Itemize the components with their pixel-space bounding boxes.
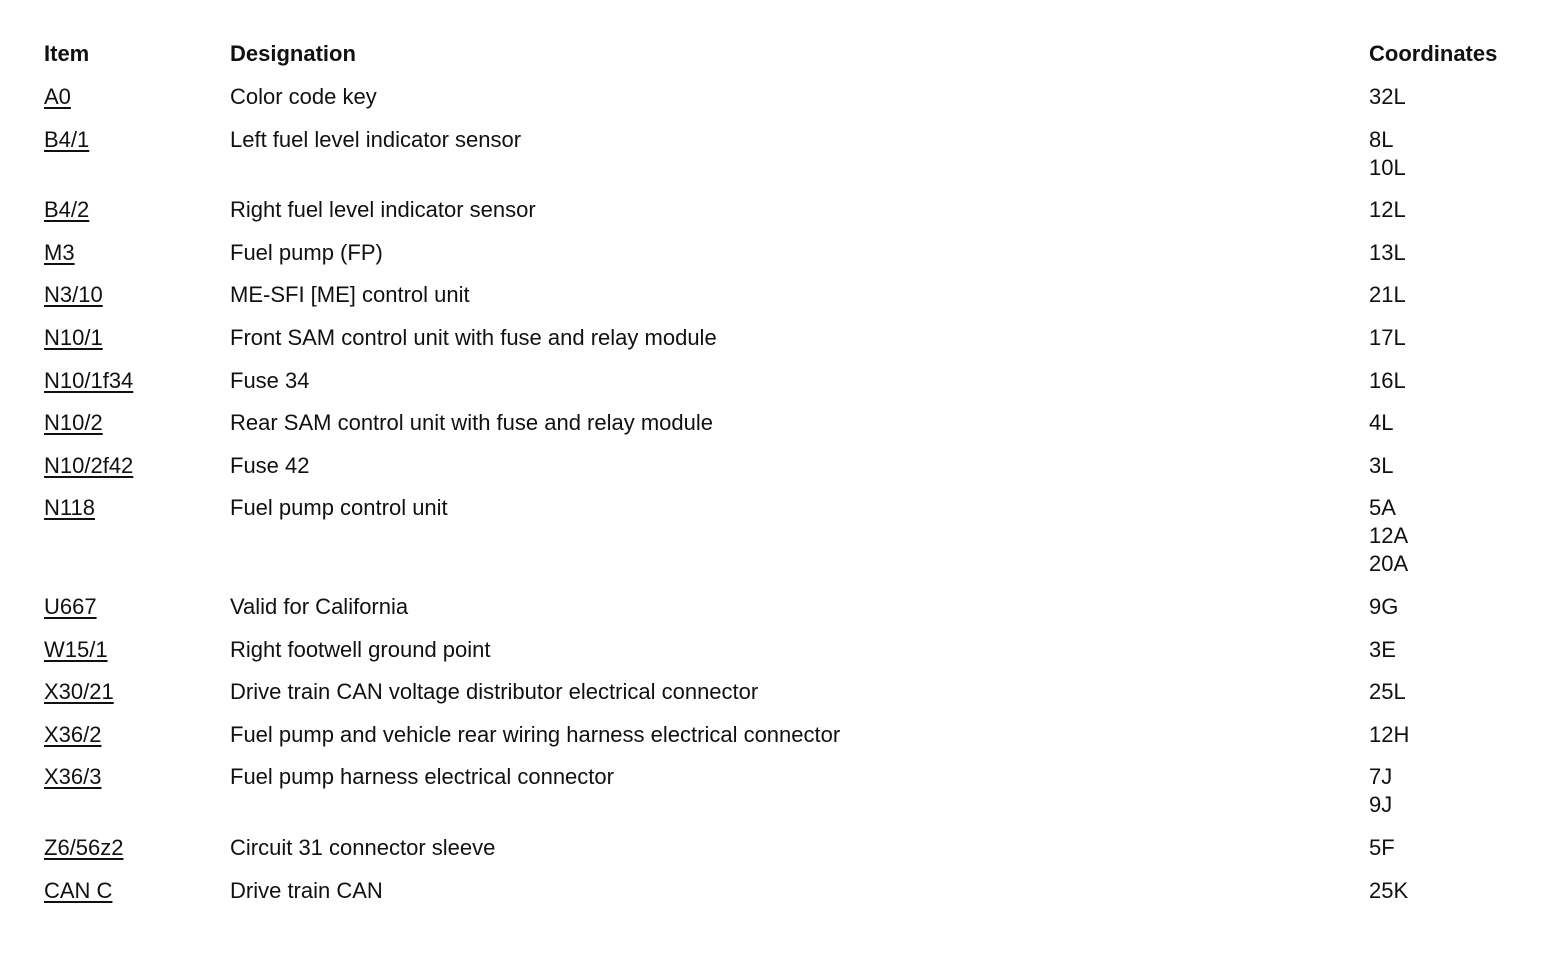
table-row (44, 83, 1544, 126)
coordinate-value: 25K (1369, 877, 1409, 903)
header-item: Item (44, 41, 90, 66)
coordinate-value: 3E (1369, 636, 1396, 662)
coordinates-cell (1369, 494, 1544, 578)
designation-cell: Left fuel level indicator sensor (230, 126, 522, 152)
designation-cell: Drive train CAN voltage distributor electrical connector (230, 679, 759, 705)
coordinates-cell (1369, 877, 1544, 905)
designation-cell: Fuel pump and vehicle rear wiring harness electrical connector (230, 721, 841, 747)
table-row (44, 834, 1544, 877)
table-body (44, 83, 1544, 919)
table-row (44, 877, 1544, 920)
coordinates-cell (1369, 409, 1544, 437)
item-cell (44, 452, 230, 480)
coordinates-cell (1369, 324, 1544, 352)
item-cell (44, 83, 230, 111)
coordinates-cell (1369, 834, 1544, 862)
designation-cell: Color code key (230, 84, 377, 109)
item-cell (44, 877, 230, 905)
component-legend-table (44, 40, 1544, 919)
table-header (44, 40, 1544, 83)
item-cell (44, 593, 230, 621)
coordinates-cell (1369, 593, 1544, 621)
item-link[interactable]: N10/2 (44, 410, 103, 436)
item-cell (44, 239, 230, 267)
item-link[interactable]: B4/2 (44, 197, 90, 223)
item-cell (44, 409, 230, 437)
designation-cell: Rear SAM control unit with fuse and relay module (230, 410, 714, 436)
coordinates-cell (1369, 636, 1544, 664)
designation-cell: Fuse 34 (230, 367, 310, 393)
coordinate-value: 9G (1369, 593, 1399, 619)
coordinate-value: 13L (1369, 239, 1406, 265)
coordinate-value: 8L (1369, 126, 1394, 152)
designation-cell: Fuel pump (FP) (230, 239, 383, 265)
coordinate-value: 20A (1369, 551, 1409, 577)
coordinates-cell (1369, 721, 1544, 749)
designation-cell: ME-SFI [ME] control unit (230, 282, 470, 308)
table-row (44, 196, 1544, 239)
item-link[interactable]: N118 (44, 495, 95, 521)
coordinates-cell (1369, 281, 1544, 309)
coordinate-value: 12L (1369, 197, 1406, 223)
coordinates-cell (1369, 126, 1544, 182)
table-row (44, 593, 1544, 636)
item-link[interactable]: M3 (44, 239, 75, 265)
coordinate-value: 17L (1369, 324, 1406, 350)
header-coordinates: Coordinates (1369, 41, 1498, 66)
item-cell (44, 324, 230, 352)
coordinate-value: 5F (1369, 834, 1395, 860)
coordinate-value: 32L (1369, 84, 1406, 109)
coordinates-cell (1369, 239, 1544, 267)
coordinate-value: 7J (1369, 764, 1393, 790)
item-cell (44, 636, 230, 664)
table-row (44, 636, 1544, 679)
designation-cell: Drive train CAN (230, 877, 383, 903)
item-cell (44, 678, 230, 706)
coordinates-cell (1369, 367, 1544, 395)
item-cell (44, 494, 230, 522)
header-designation: Designation (230, 41, 356, 66)
table-row (44, 324, 1544, 367)
item-cell (44, 281, 230, 309)
item-link[interactable]: W15/1 (44, 636, 108, 662)
item-cell (44, 126, 230, 154)
designation-cell: Fuel pump control unit (230, 495, 448, 521)
coordinate-value: 9J (1369, 792, 1393, 818)
coordinates-cell (1369, 678, 1544, 706)
coordinate-value: 12A (1369, 523, 1409, 549)
table-row (44, 678, 1544, 721)
coordinate-value: 4L (1369, 410, 1394, 436)
table-row (44, 281, 1544, 324)
designation-cell: Fuel pump harness electrical connector (230, 764, 614, 790)
table-row (44, 409, 1544, 452)
item-link[interactable]: N10/2f42 (44, 452, 134, 478)
table-row (44, 126, 1544, 197)
item-link[interactable]: U667 (44, 593, 97, 619)
table-row (44, 452, 1544, 495)
table-row (44, 239, 1544, 282)
item-link[interactable]: CAN C (44, 877, 113, 903)
item-cell (44, 196, 230, 224)
coordinate-value: 5A (1369, 495, 1396, 521)
coordinate-value: 3L (1369, 452, 1394, 478)
coordinate-value: 10L (1369, 154, 1406, 180)
item-cell (44, 834, 230, 862)
item-link[interactable]: X30/21 (44, 679, 114, 705)
table-row (44, 721, 1544, 764)
coordinates-cell (1369, 196, 1544, 224)
designation-cell: Valid for California (230, 593, 409, 619)
item-cell (44, 763, 230, 791)
designation-cell: Right fuel level indicator sensor (230, 197, 536, 223)
item-link[interactable]: X36/2 (44, 721, 102, 747)
item-link[interactable]: B4/1 (44, 126, 90, 152)
coordinates-cell (1369, 763, 1544, 819)
table-row (44, 763, 1544, 834)
table-row (44, 494, 1544, 593)
designation-cell: Circuit 31 connector sleeve (230, 834, 496, 860)
coordinate-value: 12H (1369, 721, 1410, 747)
item-cell (44, 721, 230, 749)
item-link[interactable]: N3/10 (44, 282, 103, 308)
item-link[interactable]: N10/1f34 (44, 367, 134, 393)
item-link[interactable]: Z6/56z2 (44, 834, 124, 860)
designation-cell: Right footwell ground point (230, 636, 491, 662)
designation-cell: Front SAM control unit with fuse and relay module (230, 324, 717, 350)
item-link[interactable]: N10/1 (44, 324, 103, 350)
coordinate-value: 21L (1369, 282, 1406, 308)
item-link[interactable]: X36/3 (44, 764, 102, 790)
coordinates-cell (1369, 452, 1544, 480)
item-cell (44, 367, 230, 395)
coordinate-value: 16L (1369, 367, 1406, 393)
item-link[interactable]: A0 (44, 84, 71, 109)
designation-cell: Fuse 42 (230, 452, 310, 478)
coordinates-cell (1369, 83, 1544, 111)
table-row (44, 367, 1544, 410)
coordinate-value: 25L (1369, 679, 1406, 705)
